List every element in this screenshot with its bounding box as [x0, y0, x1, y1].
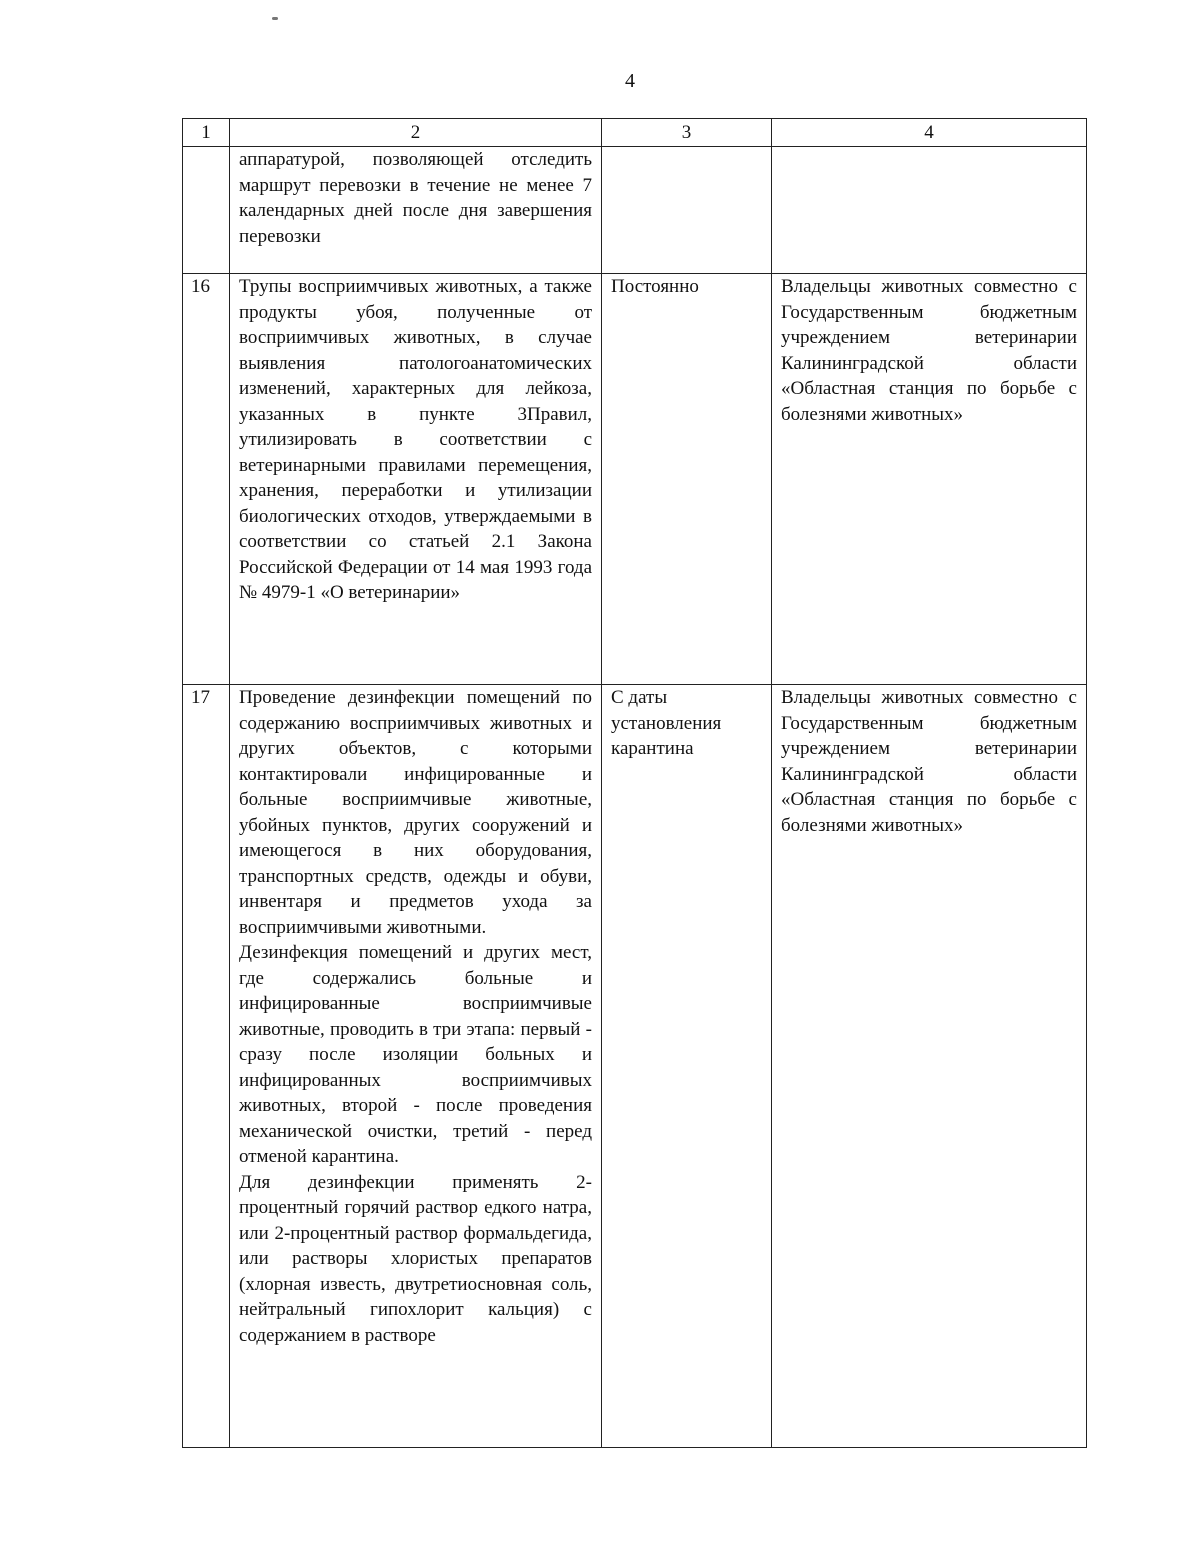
page-number: 4 [625, 70, 635, 92]
responsible-cell: Владельцы животных совместно с Государственным бюджетным учреждением ветеринарии Калининградской области «Областная станция по борьбе с болезнями животных» [772, 685, 1087, 1448]
column-header: 3 [602, 119, 772, 147]
table-header-row [183, 119, 1087, 147]
period-cell [602, 147, 772, 274]
column-header: 4 [772, 119, 1087, 147]
measure-text [230, 685, 602, 1448]
row-number: 17 [183, 685, 230, 1448]
measure-text [230, 274, 602, 685]
period-cell: Постоянно [602, 274, 772, 685]
row-number [183, 147, 230, 274]
measure-paragraph: Проведение дезинфекции помещений по содержанию восприимчивых животных и других объектов, с которыми контактировали инфицированные и больные восприимчивые животные, убойных пунктов, других сооружений и имеющегося в них оборудования, транспортных средств, одежды и обуви, инвентаря и предметов ухода за восприимчивыми животными. [239, 687, 592, 938]
column-header: 1 [183, 119, 230, 147]
row-number: 16 [183, 274, 230, 685]
measure-paragraph: Трупы восприимчивых животных, а также продукты убоя, полученные от восприимчивых животных, в случае выявления патологоанатомических изменений, характерных для лейкоза, указанных в пункте 3Правил, утилизировать в соответствии с ветеринарными правилами перемещения, хранения, переработки и утилизации биологических отходов, утверждаемыми в соответствии со статьей 2.1 Закона Российской Федерации от 14 мая 1993 года № 4979-1 «О ветеринарии» [239, 276, 592, 603]
measure-paragraph: Для дезинфекции применять 2-процентный горячий раствор едкого натра, или 2-процентный раствор формальдегида, или растворы хлористых препаратов (хлорная известь, двутретиосновная соль, нейтральный гипохлорит кальция) с содержанием в растворе [239, 1171, 592, 1346]
table-row [183, 685, 1087, 1448]
period-cell: С даты установления карантина [602, 685, 772, 1448]
measure-paragraph: аппаратурой, позволяющей отследить маршрут перевозки в течение не менее 7 календарных дней после дня завершения перевозки [239, 149, 592, 247]
column-header: 2 [230, 119, 602, 147]
measure-paragraph: Дезинфекция помещений и других мест, где содержались больные и инфицированные восприимчивые животные, проводить в три этапа: первый - сразу после изоляции больных и инфицированных восприимчивых животных, второй - после проведения механической очистки, третий - перед отменой карантина. [239, 942, 592, 1167]
responsible-cell: Владельцы животных совместно с Государственным бюджетным учреждением ветеринарии Калининградской области «Областная станция по борьбе с болезнями животных» [772, 274, 1087, 685]
table-row [183, 274, 1087, 685]
responsible-cell [772, 147, 1087, 274]
scan-artifact [272, 17, 278, 20]
measures-table [182, 118, 1087, 1448]
measure-text [230, 147, 602, 274]
table-row [183, 147, 1087, 274]
